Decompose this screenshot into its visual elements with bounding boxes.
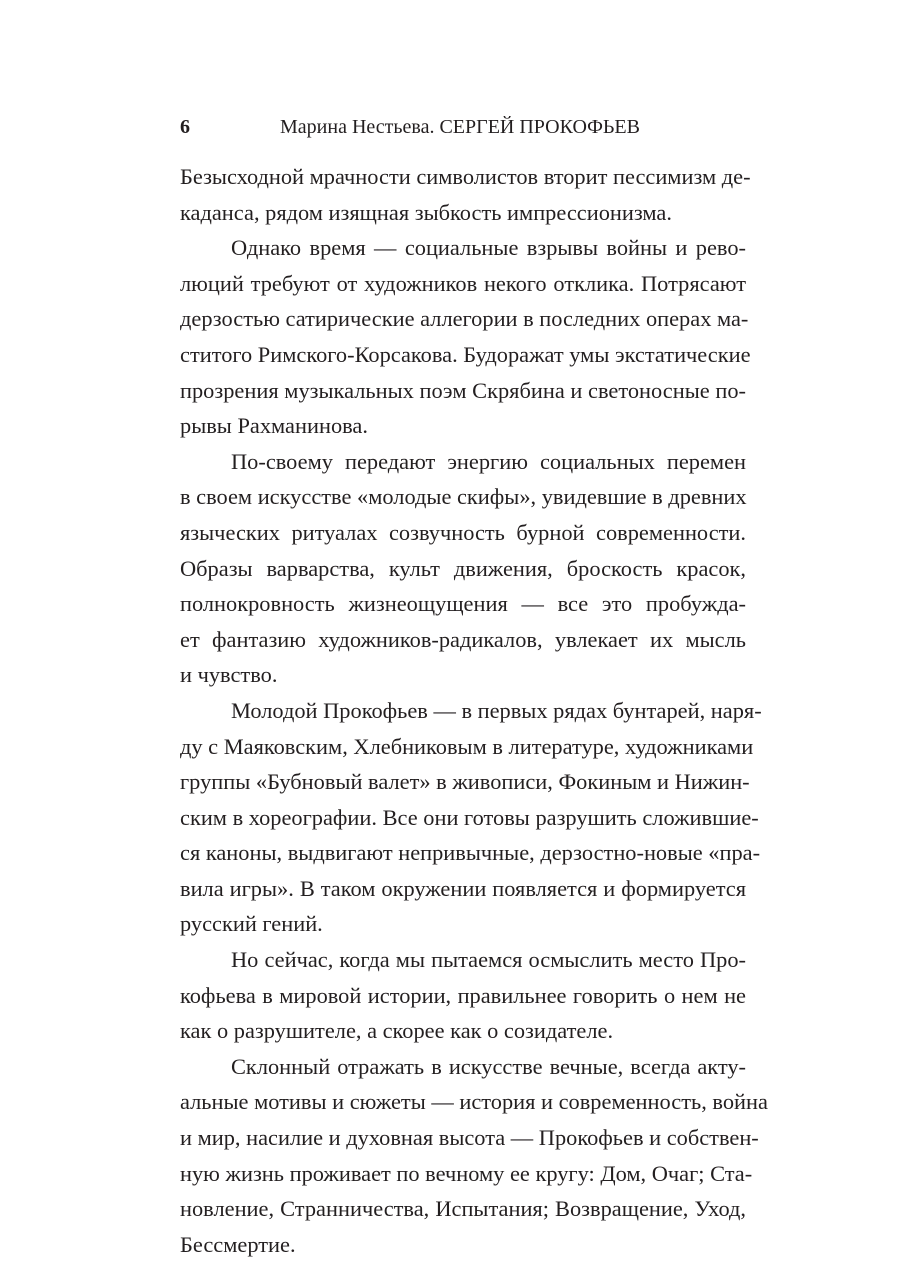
text-line: группы «Бубновый валет» в живописи, Фокиным и Нижин- [180, 769, 750, 795]
text-line: в своем искусстве «молодые скифы», увидевшие в древних [180, 484, 747, 510]
paragraph [180, 693, 762, 942]
paragraph [180, 159, 751, 230]
text-line: прозрения музыкальных поэм Скрябина и светоносные по- [180, 377, 746, 403]
text-line: каданса, рядом изящная зыбкость импрессионизма. [180, 199, 672, 225]
text-line: ститого Римского-Корсакова. Будоражат умы экстатические [180, 341, 751, 367]
text-line: Однако время — социальные взрывы войны и рево- [231, 235, 746, 261]
text-line: рывы Рахманинова. [180, 413, 368, 439]
text-line: альные мотивы и сюжеты — история и современность, война [180, 1089, 768, 1115]
text-line: кофьева в мировой истории, правильнее говорить о нем не [180, 982, 746, 1008]
text-line: люций требуют от художников некого отклика. Потрясают [180, 270, 746, 296]
text-line: ским в хореографии. Все они готовы разрушить сложившие- [180, 804, 759, 830]
paragraph [180, 942, 746, 1049]
page-header [180, 112, 740, 142]
text-line: и чувство. [180, 662, 278, 688]
text-line: ду с Маяковским, Хлебниковым в литературе, художниками [180, 733, 754, 759]
text-line: ет фантазию художников-радикалов, увлекает их мысль [180, 626, 746, 652]
text-line: новление, Странничества, Испытания; Возвращение, Уход, [180, 1196, 746, 1222]
text-line: Бессмертие. [180, 1231, 296, 1257]
body-text [180, 159, 768, 1262]
text-line: Безысходной мрачности символистов вторит пессимизм де- [180, 164, 751, 189]
text-line: Склонный отражать в искусстве вечные, всегда акту- [231, 1053, 746, 1079]
text-line: Образы варварства, культ движения, броскость красок, [180, 555, 746, 581]
text-line: Молодой Прокофьев — в первых рядах бунтарей, наря- [231, 697, 762, 723]
paragraph [180, 444, 746, 693]
text-line: дерзостью сатирические аллегории в последних операх ма- [180, 306, 749, 332]
text-line: ную жизнь проживает по вечному ее кругу: Дом, Очаг; Ста- [180, 1160, 753, 1186]
text-line: русский гений. [180, 911, 323, 937]
running-title: Марина Нестьева. СЕРГЕЙ ПРОКОФЬЕВ [280, 116, 640, 138]
text-line: как о разрушителе, а скорее как о созидателе. [180, 1018, 614, 1044]
paragraph [180, 230, 751, 444]
paragraph [180, 1049, 768, 1262]
text-line: вила игры». В таком окружении появляется и формируется [180, 875, 746, 901]
text-line: По-своему передают энергию социальных перемен [231, 448, 746, 474]
text-line: ся каноны, выдвигают непривычные, дерзостно-новые «пра- [180, 840, 761, 866]
text-line: и мир, насилие и духовная высота — Прокофьев и собствен- [180, 1125, 759, 1151]
page-number: 6 [180, 116, 190, 138]
text-line: Но сейчас, когда мы пытаемся осмыслить место Про- [231, 947, 746, 973]
text-line: языческих ритуалах созвучность бурной современности. [180, 519, 746, 545]
text-line: полнокровность жизнеощущения — все это пробужда- [180, 591, 746, 617]
